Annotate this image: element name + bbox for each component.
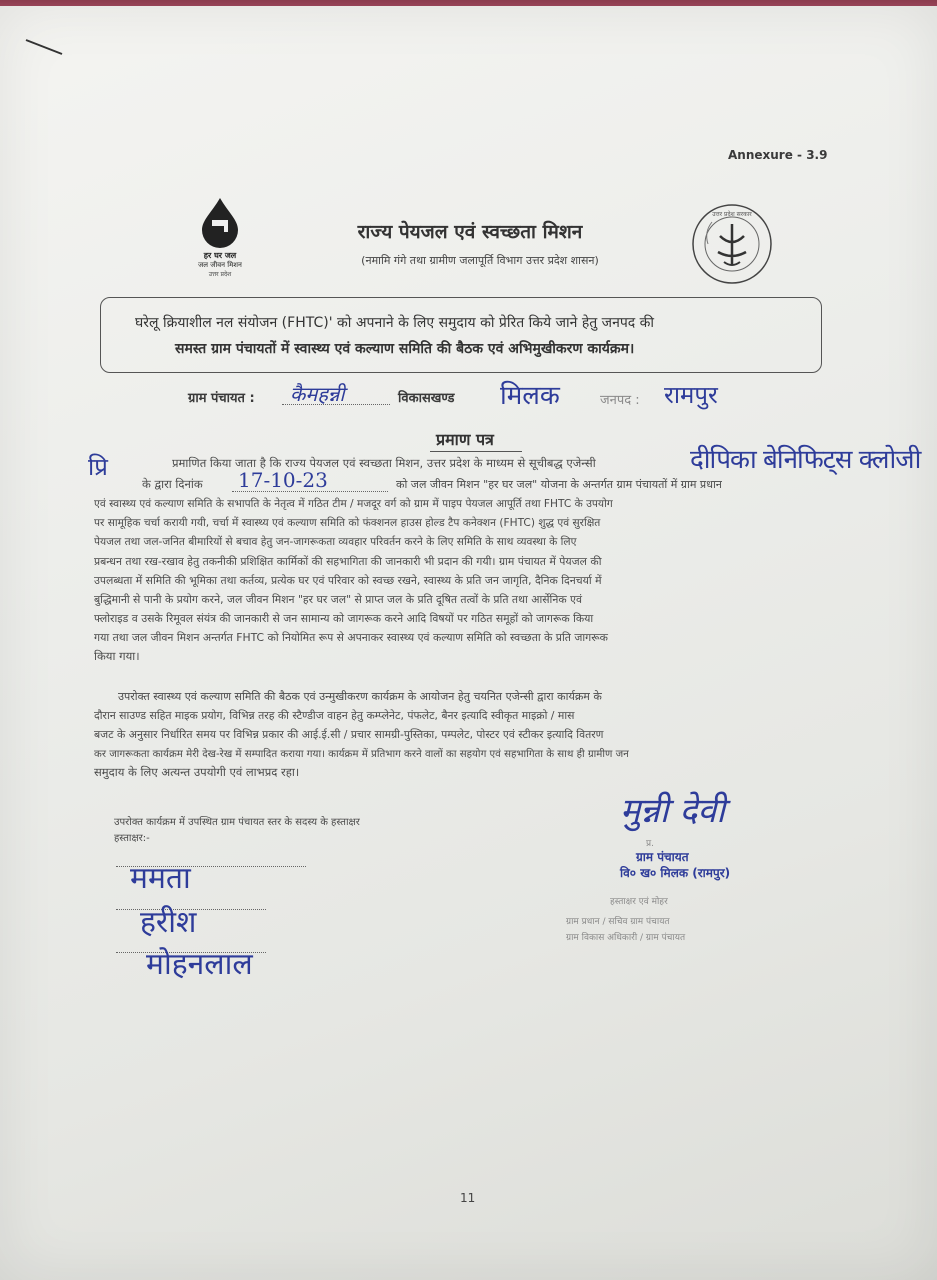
pen-stroke-mark: [24, 38, 64, 56]
certificate-heading: प्रमाण पत्र: [436, 430, 494, 449]
attendee-name-2: हरीश: [140, 905, 197, 940]
cert-line-7: उपलब्धता में समिति की भूमिका तथा कर्तव्य, प्रत्येक घर एवं परिवार को स्वच्छ रखने, स्वास्थ्य के प्रति जन जागृति, दैनिक दिनचर्या में: [94, 574, 602, 587]
emblem-text: उत्तर प्रदेश सरकार: [712, 211, 752, 218]
logo-text-3: उत्तर प्रदेश: [208, 271, 232, 278]
har-ghar-jal-logo: [186, 196, 254, 276]
para2-line-2: दौरान साउण्ड सहित माइक प्रयोग, विभिन्न तरह की स्टैण्डीज वाहन हेतु कम्प्लेनेट, पंफलेट, बैनर इत्यादि स्वीकृत माइक्रो / मास: [94, 709, 575, 722]
cert-line-1: प्रमाणित किया जाता है कि राज्य पेयजल एवं स्वच्छता मिशन, उत्तर प्रदेश के माध्यम से सूचीबद्ध एजेन्सी: [172, 456, 596, 470]
signatory-stamp-title: ग्राम पंचायत: [636, 850, 689, 864]
document-page: [0, 6, 937, 1280]
block-label: विकासखण्ड: [398, 391, 455, 406]
cert-line-3: एवं स्वास्थ्य एवं कल्याण समिति के सभापति के नेतृत्व में गठित टीम / मजदूर वर्ग को ग्राम में पाइप पेयजल आपूर्ति तथा FHTC के उपयोग: [94, 498, 613, 510]
gram-panchayat-value: कैमहन्नी: [290, 382, 345, 406]
block-value: मिलक: [500, 381, 560, 411]
signatory-prefix: प्र.: [646, 839, 654, 849]
signatory-stamp-block: वि० ख० मिलक (रामपुर): [620, 866, 731, 880]
cert-line-2a: के द्वारा दिनांक: [142, 477, 203, 491]
cert-line-6: प्रबन्धन तथा रख-रखाव हेतु तकनीकी प्रशिक्षित कार्मिकों की सहभागिता की जानकारी भी प्रदान की गयी। ग्राम पंचायत में पेयजल की: [94, 555, 602, 568]
up-government-emblem: [690, 202, 774, 286]
handwritten-agency-name: दीपिका बेनिफिट्स क्लोजी: [690, 445, 921, 475]
para2-line-1: उपरोक्त स्वास्थ्य एवं कल्याण समिति की बैठक एवं उन्मुखीकरण कार्यक्रम के आयोजन हेतु चयनित एजेन्सी द्वारा कार्यक्रम के: [118, 690, 602, 703]
cert-line-5: पेयजल तथा जल-जनित बीमारियों से बचाव हेतु जन-जागरूकता व्यवहार परिवर्तन करने के लिए समिति के साथ व्यवस्था के लिए: [94, 536, 577, 548]
water-drop-icon: [186, 196, 254, 248]
annexure-label: Annexure - 3.9: [728, 148, 828, 162]
attendee-name-3: मोहनलाल: [146, 947, 253, 982]
attendees-label-2: हस्ताक्षर:-: [114, 833, 150, 844]
para2-line-5: समुदाय के लिए अत्यन्त उपयोगी एवं लाभप्रद रहा।: [94, 765, 300, 779]
banner-line-2: समस्त ग्राम पंचायतों में स्वास्थ्य एवं कल्याण समिति की बैठक एवं अभिमुखीकरण कार्यक्रम।: [175, 341, 635, 357]
pradhan-signature: मुन्नी देवी: [620, 791, 726, 831]
signatory-faint-1: हस्ताक्षर एवं मोहर: [610, 897, 668, 907]
para2-line-3: बजट के अनुसार निर्धारित समय पर विभिन्न प्रकार की आई.ई.सी / प्रचार सामग्री-पुस्तिका, पम्पलेट, पोस्टर एवं स्टीकर इत्यादि वितरण: [94, 728, 604, 741]
mission-title: राज्य पेयजल एवं स्वच्छता मिशन: [357, 221, 583, 243]
date-underline: [232, 491, 388, 492]
signatory-faint-3: ग्राम विकास अधिकारी / ग्राम पंचायत: [566, 933, 686, 943]
gram-panchayat-underline: [282, 404, 390, 405]
cert-line-4: पर सामूहिक चर्चा करायी गयी, चर्चा में स्वास्थ्य एवं कल्याण समिति को फंक्शनल हाउस होल्ड टैप कनेक्शन (FHTC) शुद्ध एवं सुरक्षित: [94, 517, 601, 529]
mission-subtitle: (नमामि गंगे तथा ग्रामीण जलापूर्ति विभाग उत्तर प्रदेश शासन): [361, 254, 599, 267]
logo-text-1: हर घर जल: [203, 251, 237, 260]
attendee-name-1: ममता: [130, 861, 191, 896]
page-number: 11: [460, 1191, 476, 1205]
district-value: रामपुर: [664, 381, 718, 409]
para2-line-4: कर जागरूकता कार्यक्रम मेरी देख-रेख में सम्पादित कराया गया। कार्यक्रम में प्रतिभाग करने वालों का सहयोग एवं सहभागिता के साथ ही ग्रामीण जन: [94, 749, 629, 760]
attendees-label-1: उपरोक्त कार्यक्रम में उपस्थित ग्राम पंचायत स्तर के सदस्य के हस्ताक्षर: [114, 817, 360, 828]
cert-line-10: गया तथा जल जीवन मिशन अन्तर्गत FHTC को नियोमित रूप से अपनाकर स्वास्थ्य एवं कल्याण समिति को स्वच्छता के प्रति जागरूक: [94, 631, 608, 644]
cert-line-11: किया गया।: [94, 649, 140, 663]
programme-banner-box: [100, 297, 822, 373]
cert-line-9: फ्लोराइड व उसके रिमूवल संयंत्र की जानकारी से जन सामान्य को जागरूक करने आदि विषयों पर गठित समूहों को जागरूक किया: [94, 612, 594, 625]
signatory-faint-2: ग्राम प्रधान / सचिव ग्राम पंचायत: [566, 917, 670, 927]
handwritten-date: 17-10-23: [238, 468, 328, 492]
banner-line-1: घरेलू क्रियाशील नल संयोजन (FHTC)' को अपनाने के लिए समुदाय को प्रेरित किये जाने हेतु जनपद की: [135, 315, 655, 331]
heading-underline: [430, 451, 522, 452]
cert-line-2b: को जल जीवन मिशन "हर घर जल" योजना के अन्तर्गत ग्राम पंचायतों में ग्राम प्रधान: [396, 478, 722, 491]
gram-panchayat-label: ग्राम पंचायत :: [188, 391, 255, 406]
district-label: जनपद :: [600, 393, 640, 408]
cert-line-8: बुद्धिमानी से पानी के प्रयोग करने, जल जीवन मिशन "हर घर जल" से प्राप्त जल के प्रति दूषित तत्वों के प्रति तथा आर्सेनिक एवं: [94, 593, 583, 606]
logo-text-2: जल जीवन मिशन: [198, 261, 242, 269]
handwritten-prefix: प्रि: [88, 453, 108, 481]
